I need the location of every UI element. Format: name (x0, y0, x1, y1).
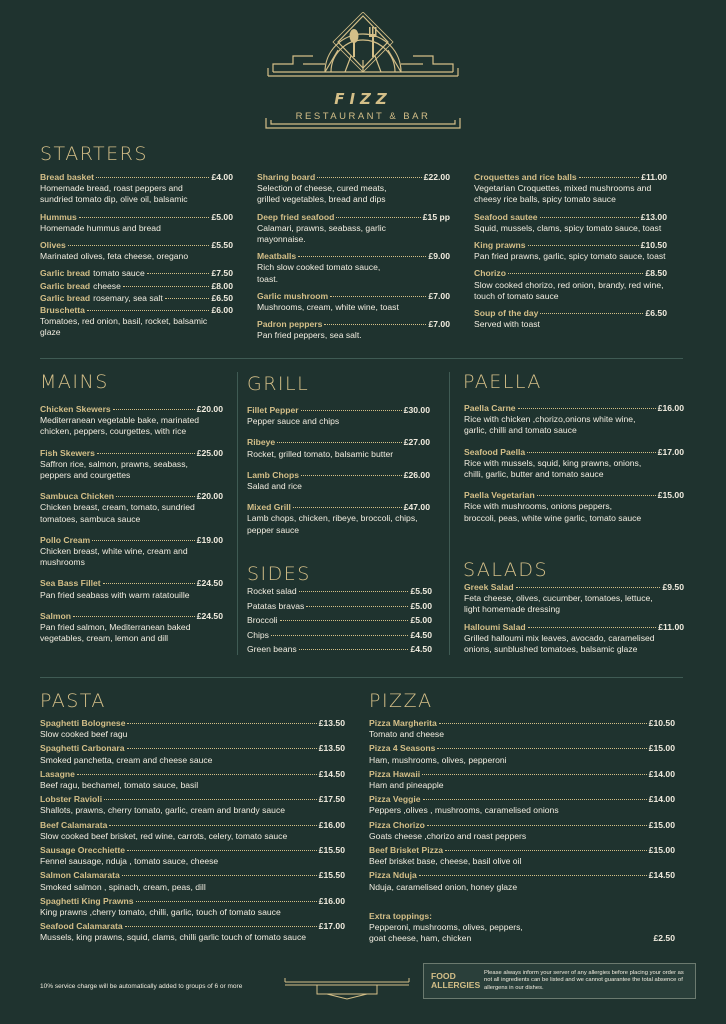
menu-item-name: Sea Bass Fillet (40, 578, 101, 589)
extra-toppings-label: Extra toppings: (369, 911, 433, 921)
menu-item-price: £10.50 (640, 240, 667, 251)
section-divider (40, 677, 683, 678)
menu-item-price: £26.00 (403, 469, 430, 480)
menu-item-name: Hummus (40, 211, 77, 222)
menu-item (40, 404, 223, 438)
menu-item (40, 794, 345, 816)
menu-item-price: £15.50 (318, 845, 345, 856)
salads-column (464, 582, 684, 661)
menu-item (257, 291, 450, 313)
menu-item (40, 268, 233, 279)
menu-item-description: Slow cooked beef ragu (40, 729, 128, 740)
menu-item-price: £19.00 (196, 534, 223, 545)
menu-item-name: Pizza Chorizo (369, 819, 425, 830)
menu-item-price: £14.00 (648, 768, 675, 779)
menu-item-description: Peppers ,olives , mushrooms, caramelised onions (369, 805, 559, 816)
menu-item-price: £6.50 (211, 292, 233, 303)
menu-item (369, 870, 675, 892)
dot-leader (579, 177, 640, 178)
menu-item-name: Sausage Orecchiette (40, 845, 126, 856)
menu-item-price: £16.00 (318, 819, 345, 830)
menu-item (40, 578, 223, 600)
menu-item-description: Rice with chicken ,chorizo,onions white wine, garlic, chilli and tomato sauce (464, 414, 636, 436)
menu-item (247, 470, 430, 492)
menu-item-price: £14.50 (648, 870, 675, 881)
dot-leader (97, 453, 195, 454)
menu-item-name: Broccoli (247, 615, 278, 626)
menu-item-name: Deep fried seafood (257, 211, 335, 222)
menu-item-price: £15.00 (657, 490, 684, 501)
menu-item-price: £6.50 (645, 308, 667, 319)
menu-item-name: Pizza Veggie (369, 794, 421, 805)
food-allergies-label: FOOD ALLERGIES (431, 970, 481, 990)
dot-leader (423, 799, 647, 800)
menu-item-name: Fish Skewers (40, 447, 95, 458)
dot-leader (147, 273, 210, 274)
menu-item-description: Ham and pineapple (369, 780, 444, 791)
menu-item (247, 630, 432, 641)
dot-leader (527, 452, 656, 453)
menu-item (40, 896, 345, 918)
menu-item-name: Spaghetti Carbonara (40, 743, 125, 754)
dot-leader (336, 217, 420, 218)
menu-item-name: Seafood sautee (474, 211, 538, 222)
menu-item-description: Salad and rice (247, 481, 302, 492)
menu-item-price: £5.00 (211, 211, 233, 222)
menu-item (247, 644, 432, 655)
menu-item (40, 281, 233, 292)
menu-item-price: £11.00 (641, 172, 667, 182)
menu-item-name: Chips (247, 629, 269, 640)
pizza-heading: PIZZA (369, 690, 433, 712)
menu-item (369, 794, 675, 816)
menu-item-description: Pan fried seabass with warm ratatouille (40, 589, 190, 600)
menu-item (40, 212, 233, 234)
menu-item-price: £47.00 (403, 502, 430, 513)
menu-item-price: £6.00 (211, 305, 233, 316)
menu-item-name: Chicken Skewers (40, 404, 111, 414)
menu-item-description: Rice with mushrooms, onions peppers, broccoli, peas, white wine garlic, tomato sauce (464, 501, 642, 523)
menu-item-price: £7.50 (211, 268, 233, 279)
menu-item-price: £8.00 (211, 280, 233, 291)
dot-leader (540, 313, 643, 314)
menu-item-price: £13.00 (640, 211, 667, 222)
menu-item-name: Sambuca Chicken (40, 491, 115, 502)
sides-heading: SIDES (247, 563, 311, 585)
extra-toppings-price: £2.50 (653, 933, 675, 944)
menu-item-price: £17.00 (318, 921, 345, 932)
food-allergies-notice (423, 963, 696, 999)
dot-leader (92, 540, 195, 541)
menu-item-price: £5.00 (410, 600, 432, 611)
menu-item-price: £5.00 (410, 615, 432, 626)
menu-item-description: King prawns ,cherry tomato, chilli, garlic, touch of tomato sauce (40, 907, 281, 918)
menu-item (464, 403, 684, 437)
menu-item-description: Rocket, grilled tomato, balsamic butter (247, 448, 394, 459)
dot-leader (127, 748, 317, 749)
menu-item-name: Mixed Grill (247, 502, 291, 513)
dot-leader (104, 799, 317, 800)
pasta-column (40, 718, 345, 947)
menu-item-price: £15.00 (648, 845, 675, 856)
menu-item-variant: rosemary, sea salt (93, 292, 163, 303)
menu-item-name: Lobster Ravioli (40, 794, 103, 805)
menu-item-description: Squid, mussels, clams, spicy tomato sauce, toast (474, 222, 662, 233)
menu-item-price: £14.00 (648, 794, 675, 805)
dot-leader (537, 495, 656, 496)
menu-item-description: Pan fried peppers, sea salt. (257, 330, 362, 341)
dot-leader (73, 616, 195, 617)
menu-item-price: £9.50 (662, 582, 684, 592)
menu-item (369, 718, 675, 740)
menu-item-name: Rocket salad (247, 586, 297, 596)
dot-leader (127, 723, 316, 724)
menu-item-description: Marinated olives, feta cheese, oregano (40, 251, 189, 262)
menu-item (257, 172, 450, 206)
dot-leader (301, 475, 402, 476)
menu-item-name: King prawns (474, 240, 526, 251)
dot-leader (299, 649, 409, 650)
sides-column (247, 586, 432, 659)
dot-leader (103, 583, 195, 584)
dot-leader (330, 296, 426, 297)
menu-item (474, 268, 667, 302)
menu-item-name: Paella Carne (464, 403, 516, 413)
menu-item (464, 447, 684, 481)
dot-leader (136, 901, 317, 902)
dot-leader (127, 850, 317, 851)
menu-item-name: Paella Vegetarian (464, 490, 535, 501)
menu-item-name: Seafood Paella (464, 446, 526, 457)
menu-item-description: Mussels, king prawns, squid, clams, chilli garlic touch of tomato sauce (40, 932, 307, 943)
menu-item-name: Beef Calamarata (40, 819, 108, 830)
menu-item-name: Pizza 4 Seasons (369, 743, 436, 754)
menu-item-name: Garlic mushroom (257, 290, 329, 301)
dot-leader (528, 627, 657, 628)
menu-item (40, 845, 345, 867)
dot-leader (125, 926, 317, 927)
menu-item (257, 319, 450, 341)
dot-leader (518, 408, 656, 409)
menu-item (369, 845, 675, 867)
menu-item-name: Olives (40, 240, 66, 251)
dot-leader (427, 825, 647, 826)
service-charge-note: 10% service charge will be automatically added to groups of 6 or more (40, 983, 243, 990)
menu-item-name: Chorizo (474, 268, 506, 279)
starters-heading: STARTERS (40, 143, 148, 165)
salads-heading: SALADS (463, 559, 549, 581)
dot-leader (422, 774, 647, 775)
dot-leader (516, 587, 661, 588)
menu-item-description: Homemade bread, roast peppers and sundried tomato dip, olive oil, balsamic (40, 183, 188, 205)
menu-item (369, 820, 675, 842)
menu-item-price: £20.00 (196, 404, 223, 414)
mains-heading: MAINS (40, 371, 109, 393)
dot-leader (437, 748, 646, 749)
menu-item-name: Greek Salad (464, 582, 514, 592)
menu-item-description: Tomatoes, red onion, basil, rocket, balsamic glaze (40, 316, 208, 338)
grill-heading: GRILL (247, 373, 310, 395)
menu-item (40, 240, 233, 262)
menu-item-price: £9.00 (428, 251, 450, 262)
menu-item (40, 535, 223, 569)
menu-item-price: £17.00 (657, 446, 684, 457)
dot-leader (87, 310, 210, 311)
menu-item-name: Green beans (247, 644, 297, 655)
menu-item-description: Vegetarian Croquettes, mixed mushrooms and cheesy rice balls, spicy tomato sauce (474, 183, 652, 205)
dot-leader (109, 825, 316, 826)
menu-item-description: Mushrooms, cream, white wine, toast (257, 302, 399, 313)
menu-item-description: Grilled halloumi mix leaves, avocado, caramelised onions, sunblushed tomatoes, balsamic glaze (464, 632, 655, 655)
menu-item-name: Seafood Calamarata (40, 921, 123, 932)
menu-item (464, 490, 684, 524)
menu-item-name: Ribeye (247, 437, 276, 448)
menu-item-description: Nduja, caramelised onion, honey glaze (369, 881, 518, 892)
menu-item-price: £15.00 (648, 819, 675, 830)
menu-item-variant: cheese (93, 280, 121, 291)
menu-item (369, 743, 675, 765)
menu-item-description: Pan fried salmon, Mediterranean baked vegetables, cream, lemon and dill (40, 622, 191, 644)
menu-item (369, 769, 675, 791)
extra-toppings-line-2: goat cheese, ham, chicken (369, 933, 472, 944)
dot-leader (445, 850, 647, 851)
food-allergies-text: Please always inform your server of any allergies before placing your order as not all ingredients can be listed and we cannot guarantee the total absence of allergens in our dishes. (484, 969, 684, 991)
menu-item-description: Pepper sauce and chips (247, 416, 340, 427)
menu-item-price: £10.50 (648, 718, 675, 728)
menu-item-price: £16.00 (318, 895, 345, 906)
menu-item-price: £11.00 (658, 621, 684, 632)
section-divider (40, 358, 683, 359)
dot-leader (508, 273, 644, 274)
menu-item-description: Slow cooked chorizo, red onion, brandy, red wine, touch of tomato sauce (474, 279, 664, 301)
menu-item (247, 601, 432, 612)
dot-leader (271, 635, 409, 636)
menu-item-name: Bread basket (40, 172, 94, 182)
menu-item (247, 405, 430, 427)
menu-item-name: Beef Brisket Pizza (369, 845, 444, 856)
menu-item-price: £5.50 (211, 240, 233, 251)
menu-item-name: Spaghetti Bolognese (40, 718, 126, 728)
menu-item-price: £4.00 (211, 172, 233, 182)
menu-item-description: Homemade hummus and bread (40, 222, 161, 233)
dot-leader (123, 286, 210, 287)
menu-item-price: £15.00 (648, 743, 675, 754)
menu-item-description: Pan fried prawns, garlic, spicy tomato sauce, toast (474, 251, 666, 262)
dot-leader (306, 606, 408, 607)
menu-item-description: Beef brisket base, cheese, basil olive oil (369, 856, 522, 867)
menu-item-variant: tomato sauce (93, 268, 145, 279)
restaurant-logo (263, 12, 463, 134)
menu-item-name: Bruschetta (40, 305, 85, 316)
menu-item-name: Salmon (40, 610, 72, 621)
menu-item-name: Garlic bread (40, 268, 91, 279)
menu-item (257, 212, 450, 246)
menu-item (247, 586, 432, 597)
menu-item-description: Tomato and cheese (369, 729, 445, 740)
menu-item-price: £27.00 (403, 437, 430, 448)
menu-item-price: £13.50 (318, 743, 345, 754)
grill-column (247, 405, 430, 546)
menu-item (247, 615, 432, 626)
dot-leader (79, 217, 210, 218)
menu-item-description: Smoked panchetta, cream and cheese sauce (40, 754, 213, 765)
menu-item (40, 305, 233, 339)
pasta-heading: PASTA (40, 690, 106, 712)
menu-item (40, 491, 223, 525)
menu-item-name: Fillet Pepper (247, 405, 299, 415)
menu-item-name: Padron peppers (257, 319, 323, 330)
menu-item-description: Rich slow cooked tomato sauce, toast. (257, 262, 381, 284)
menu-item-name: Sharing board (257, 172, 316, 182)
menu-item (247, 502, 430, 536)
menu-item (474, 240, 667, 262)
menu-item-description: Chicken breast, cream, tomato, sundried tomatoes, sambuca sauce (40, 502, 195, 524)
menu-item (257, 251, 450, 285)
paella-column (464, 403, 684, 534)
starters-column-3 (474, 172, 667, 336)
menu-item-name: Pizza Nduja (369, 870, 417, 881)
brand-name: FIZZ (334, 90, 392, 108)
menu-item-description: Mediterranean vegetable bake, marinated chicken, peppers, courgettes, with rice (40, 415, 200, 437)
menu-item-name: Halloumi Salad (464, 621, 526, 632)
dot-leader (301, 410, 402, 411)
dot-leader (96, 177, 210, 178)
menu-item (40, 743, 345, 765)
menu-item (40, 611, 223, 645)
dot-leader (324, 324, 426, 325)
menu-item (474, 172, 667, 206)
menu-item-description: Calamari, prawns, seabass, garlic mayonnaise. (257, 222, 386, 245)
menu-item-description: Beef ragu, bechamel, tomato sauce, basil (40, 780, 199, 791)
starters-column-2 (257, 172, 450, 348)
menu-item-name: Spaghetti King Prawns (40, 895, 134, 906)
menu-item-description: Served with toast (474, 319, 540, 330)
menu-item (474, 308, 667, 330)
menu-item-name: Pizza Margherita (369, 718, 437, 728)
menu-item-price: £15.50 (318, 870, 345, 881)
menu-item-price: £4.50 (410, 644, 432, 655)
menu-item-price: £7.00 (428, 319, 450, 330)
menu-item-price: £8.50 (645, 268, 667, 279)
column-divider (237, 372, 238, 655)
menu-item-description: Fennel sausage, nduja , tomato sauce, cheese (40, 856, 219, 867)
extra-toppings (369, 911, 675, 945)
column-divider (449, 372, 450, 655)
menu-item (40, 718, 345, 740)
dot-leader (116, 496, 195, 497)
dot-leader (165, 298, 210, 299)
menu-item-price: £5.50 (410, 586, 432, 596)
menu-item (474, 212, 667, 234)
extra-toppings-line-1: Pepperoni, mushrooms, olives, peppers, (369, 922, 523, 933)
dot-leader (528, 245, 639, 246)
menu-item-description: Smoked salmon , spinach, cream, peas, dill (40, 881, 206, 892)
menu-item (40, 820, 345, 842)
menu-item-price: £7.00 (428, 290, 450, 301)
menu-item-price: £4.50 (410, 629, 432, 640)
menu-item-name: Pizza Hawaii (369, 768, 421, 779)
menu-item-description: Ham, mushrooms, olives, pepperoni (369, 754, 507, 765)
mains-column (40, 404, 223, 654)
menu-item-name: Pollo Cream (40, 534, 91, 545)
dot-leader (277, 442, 402, 443)
menu-item-price: £16.00 (657, 403, 684, 413)
menu-item-name: Salmon Calamarata (40, 870, 120, 881)
menu-item (247, 437, 430, 459)
menu-item (40, 921, 345, 943)
menu-item-price: £30.00 (403, 405, 430, 415)
dot-leader (77, 774, 317, 775)
pizza-column (369, 718, 675, 896)
menu-item-description: Feta cheese, olives, cucumber, tomatoes, lettuce, light homemade dressing (464, 593, 653, 615)
dot-leader (298, 256, 426, 257)
menu-item-price: £24.50 (196, 610, 223, 621)
ornament-icon (283, 976, 411, 1000)
menu-item-description: Shallots, prawns, cherry tomato, garlic, cream and brandy sauce (40, 805, 286, 816)
menu-item-price: £20.00 (196, 491, 223, 502)
dot-leader (317, 177, 421, 178)
menu-item (40, 172, 233, 206)
menu-item-price: £14.50 (318, 768, 345, 779)
brand-subtitle: RESTAURANT & BAR (295, 111, 431, 122)
menu-item-price: £22.00 (423, 172, 450, 182)
menu-item-name: Patatas bravas (247, 600, 305, 611)
menu-item-name: Meatballs (257, 251, 297, 262)
dot-leader (280, 620, 409, 621)
menu-item-description: Slow cooked beef brisket, red wine, carrots, celery, tomato sauce (40, 830, 288, 841)
menu-item-description: Lamb chops, chicken, ribeye, broccoli, chips, pepper sauce (247, 513, 418, 535)
menu-item-description: Saffron rice, salmon, prawns, seabass, peppers and courgettes (40, 458, 188, 481)
dot-leader (293, 507, 402, 508)
menu-item-name: Garlic bread (40, 292, 91, 303)
dot-leader (122, 875, 317, 876)
menu-item-description: Goats cheese ,chorizo and roast peppers (369, 830, 527, 841)
menu-item (464, 622, 684, 656)
starters-column-1 (40, 172, 233, 345)
dot-leader (68, 245, 210, 246)
menu-item (40, 293, 233, 304)
dot-leader (113, 409, 195, 410)
menu-item-description: Selection of cheese, cured meats, grilled vegetables, bread and dips (257, 183, 387, 205)
menu-item-price: £24.50 (196, 578, 223, 589)
menu-item (40, 870, 345, 892)
dot-leader (419, 875, 647, 876)
menu-item-description: Chicken breast, white wine, cream and mushrooms (40, 546, 188, 568)
paella-heading: PAELLA (463, 371, 542, 393)
menu-item (40, 769, 345, 791)
menu-item-name: Lasagne (40, 768, 75, 779)
menu-item-price: £13.50 (318, 718, 345, 728)
menu-item-name: Garlic bread (40, 280, 91, 291)
menu-item-name: Croquettes and rice balls (474, 172, 577, 182)
menu-item-price: £17.50 (318, 794, 345, 805)
dot-leader (299, 591, 409, 592)
dot-leader (439, 723, 647, 724)
menu-item-price: £25.00 (196, 447, 223, 458)
dot-leader (540, 217, 639, 218)
menu-item-name: Soup of the day (474, 308, 539, 319)
menu-item (40, 448, 223, 482)
menu-item-description: Rice with mussels, squid, king prawns, onions, chilli, garlic, butter and tomato sauce (464, 457, 642, 480)
menu-item (464, 582, 684, 616)
menu-item-price: £15 pp (422, 211, 450, 222)
menu-item-name: Lamb Chops (247, 469, 300, 480)
